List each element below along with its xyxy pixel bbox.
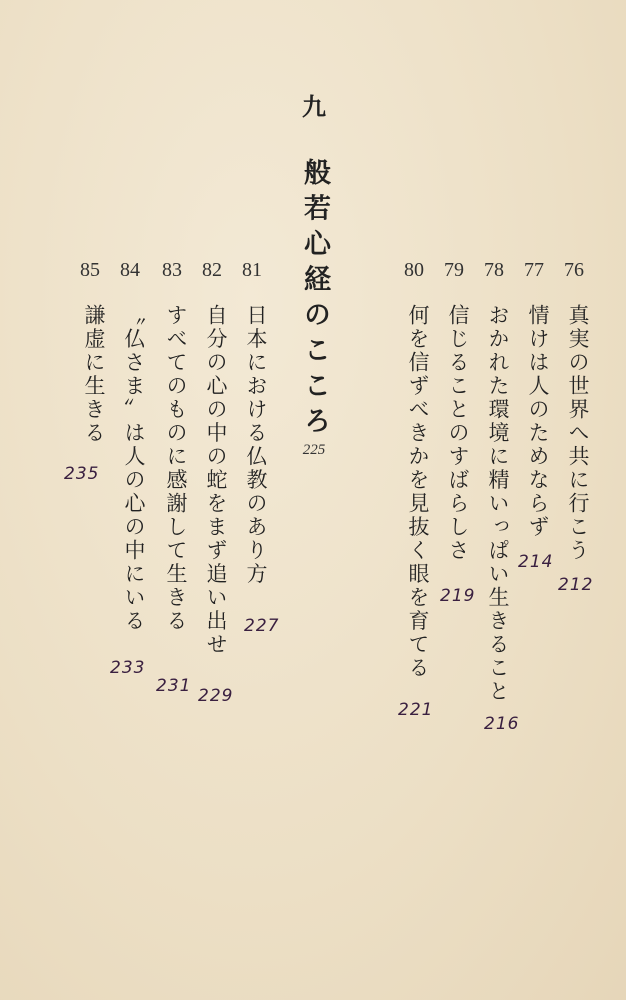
entry-title-77: 情けは人のためならず xyxy=(526,304,550,539)
handwritten-page-78: 216 xyxy=(484,714,520,734)
entry-number-78: 78 xyxy=(484,259,504,281)
entry-number-83: 83 xyxy=(162,259,182,281)
handwritten-page-80: 221 xyxy=(398,700,434,720)
entry-title-83: すべてのものに感謝して生きる xyxy=(164,304,188,633)
chapter-number: 九 xyxy=(302,92,326,121)
chapter-page-number: 225 xyxy=(302,442,326,458)
entry-number-81: 81 xyxy=(242,259,262,281)
entry-number-79: 79 xyxy=(444,259,464,281)
entry-title-84: 〝仏さま〟は人の心の中にいる xyxy=(122,304,146,633)
handwritten-page-77: 214 xyxy=(518,552,554,572)
entry-number-77: 77 xyxy=(524,259,544,281)
entry-title-78: おかれた環境に精いっぱい生きること xyxy=(486,304,510,704)
entry-title-85: 謙虚に生きる xyxy=(82,304,106,445)
handwritten-page-83: 231 xyxy=(156,676,192,696)
handwritten-page-82: 229 xyxy=(198,686,234,706)
entry-number-76: 76 xyxy=(564,259,584,281)
entry-number-84: 84 xyxy=(120,259,140,281)
entry-title-82: 自分の心の中の蛇をまず追い出せ xyxy=(204,304,228,657)
handwritten-page-84: 233 xyxy=(110,658,146,678)
entry-number-85: 85 xyxy=(80,259,100,281)
handwritten-page-81: 227 xyxy=(244,616,280,636)
handwritten-page-79: 219 xyxy=(440,586,476,606)
entry-title-81: 日本における仏教のあり方 xyxy=(244,304,268,586)
entry-title-79: 信じることのすばらしさ xyxy=(446,304,470,563)
chapter-title: 般若心経のこころ xyxy=(299,158,330,442)
entry-number-82: 82 xyxy=(202,259,222,281)
entry-title-80: 何を信ずべきかを見抜く眼を育てる xyxy=(406,304,430,680)
entry-title-76: 真実の世界へ共に行こう xyxy=(566,304,590,563)
entry-number-80: 80 xyxy=(404,259,424,281)
handwritten-page-85: 235 xyxy=(64,464,100,484)
handwritten-page-76: 212 xyxy=(558,575,594,595)
